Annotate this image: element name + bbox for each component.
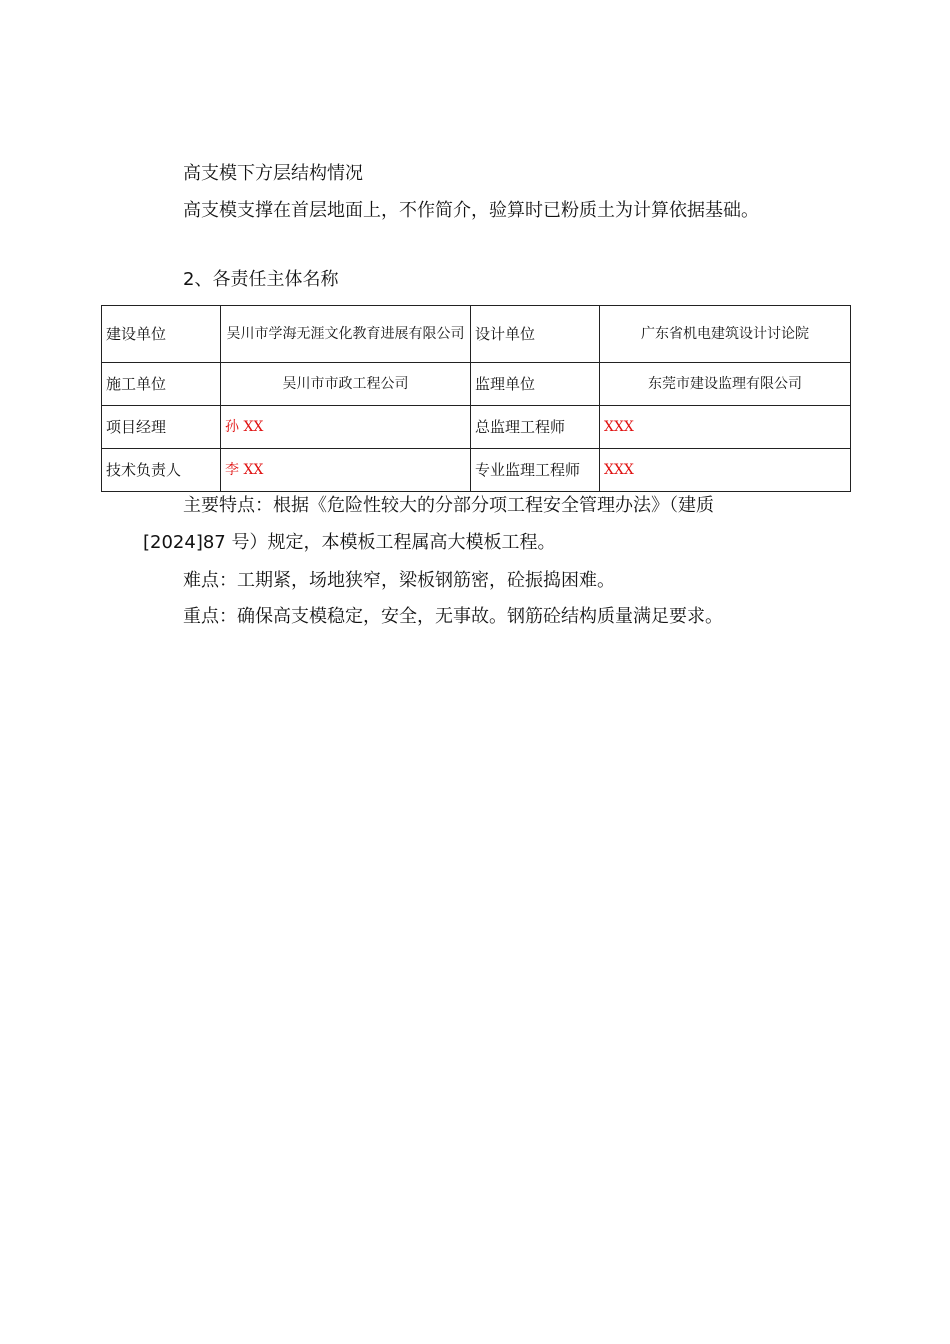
main-features-line-2: [2024]87 号）规定，本模板工程属高大模板工程。 bbox=[143, 532, 556, 553]
value-chief-supervisor: XXX bbox=[600, 406, 851, 449]
label-design-unit: 设计单位 bbox=[471, 306, 600, 363]
value-technical-lead: 李 XX bbox=[221, 449, 471, 492]
label-technical-lead: 技术负责人 bbox=[102, 449, 221, 492]
structure-title: 高支模下方层结构情况 bbox=[183, 163, 363, 184]
table-row bbox=[102, 449, 851, 492]
section-title: 2、各责任主体名称 bbox=[183, 269, 339, 290]
table-row bbox=[102, 306, 851, 363]
label-project-manager: 项目经理 bbox=[102, 406, 221, 449]
key-points: 重点：确保高支模稳定，安全，无事故。钢筋砼结构质量满足要求。 bbox=[183, 606, 723, 627]
label-supervision-unit: 监理单位 bbox=[471, 363, 600, 406]
structure-body: 高支模支撑在首层地面上，不作简介，验算时已粉质土为计算依据基础。 bbox=[183, 200, 759, 221]
value-specialty-supervisor: XXX bbox=[600, 449, 851, 492]
table-row bbox=[102, 363, 851, 406]
value-builder-unit: 吴川市市政工程公司 bbox=[221, 363, 471, 406]
label-specialty-supervisor: 专业监理工程师 bbox=[471, 449, 600, 492]
value-project-manager: 孙 XX bbox=[221, 406, 471, 449]
value-construction-unit: 吴川市学海无涯文化教育进展有限公司 bbox=[221, 306, 471, 363]
label-construction-unit: 建设单位 bbox=[102, 306, 221, 363]
responsible-parties-table bbox=[101, 305, 851, 492]
label-chief-supervisor: 总监理工程师 bbox=[471, 406, 600, 449]
difficulties: 难点：工期紧，场地狭窄，梁板钢筋密，砼振捣困难。 bbox=[183, 570, 615, 591]
label-builder-unit: 施工单位 bbox=[102, 363, 221, 406]
value-design-unit: 广东省机电建筑设计讨论院 bbox=[600, 306, 851, 363]
value-supervision-unit: 东莞市建设监理有限公司 bbox=[600, 363, 851, 406]
table-row bbox=[102, 406, 851, 449]
main-features-line-1: 主要特点：根据《危险性较大的分部分项工程安全管理办法》（建质 bbox=[183, 495, 714, 516]
